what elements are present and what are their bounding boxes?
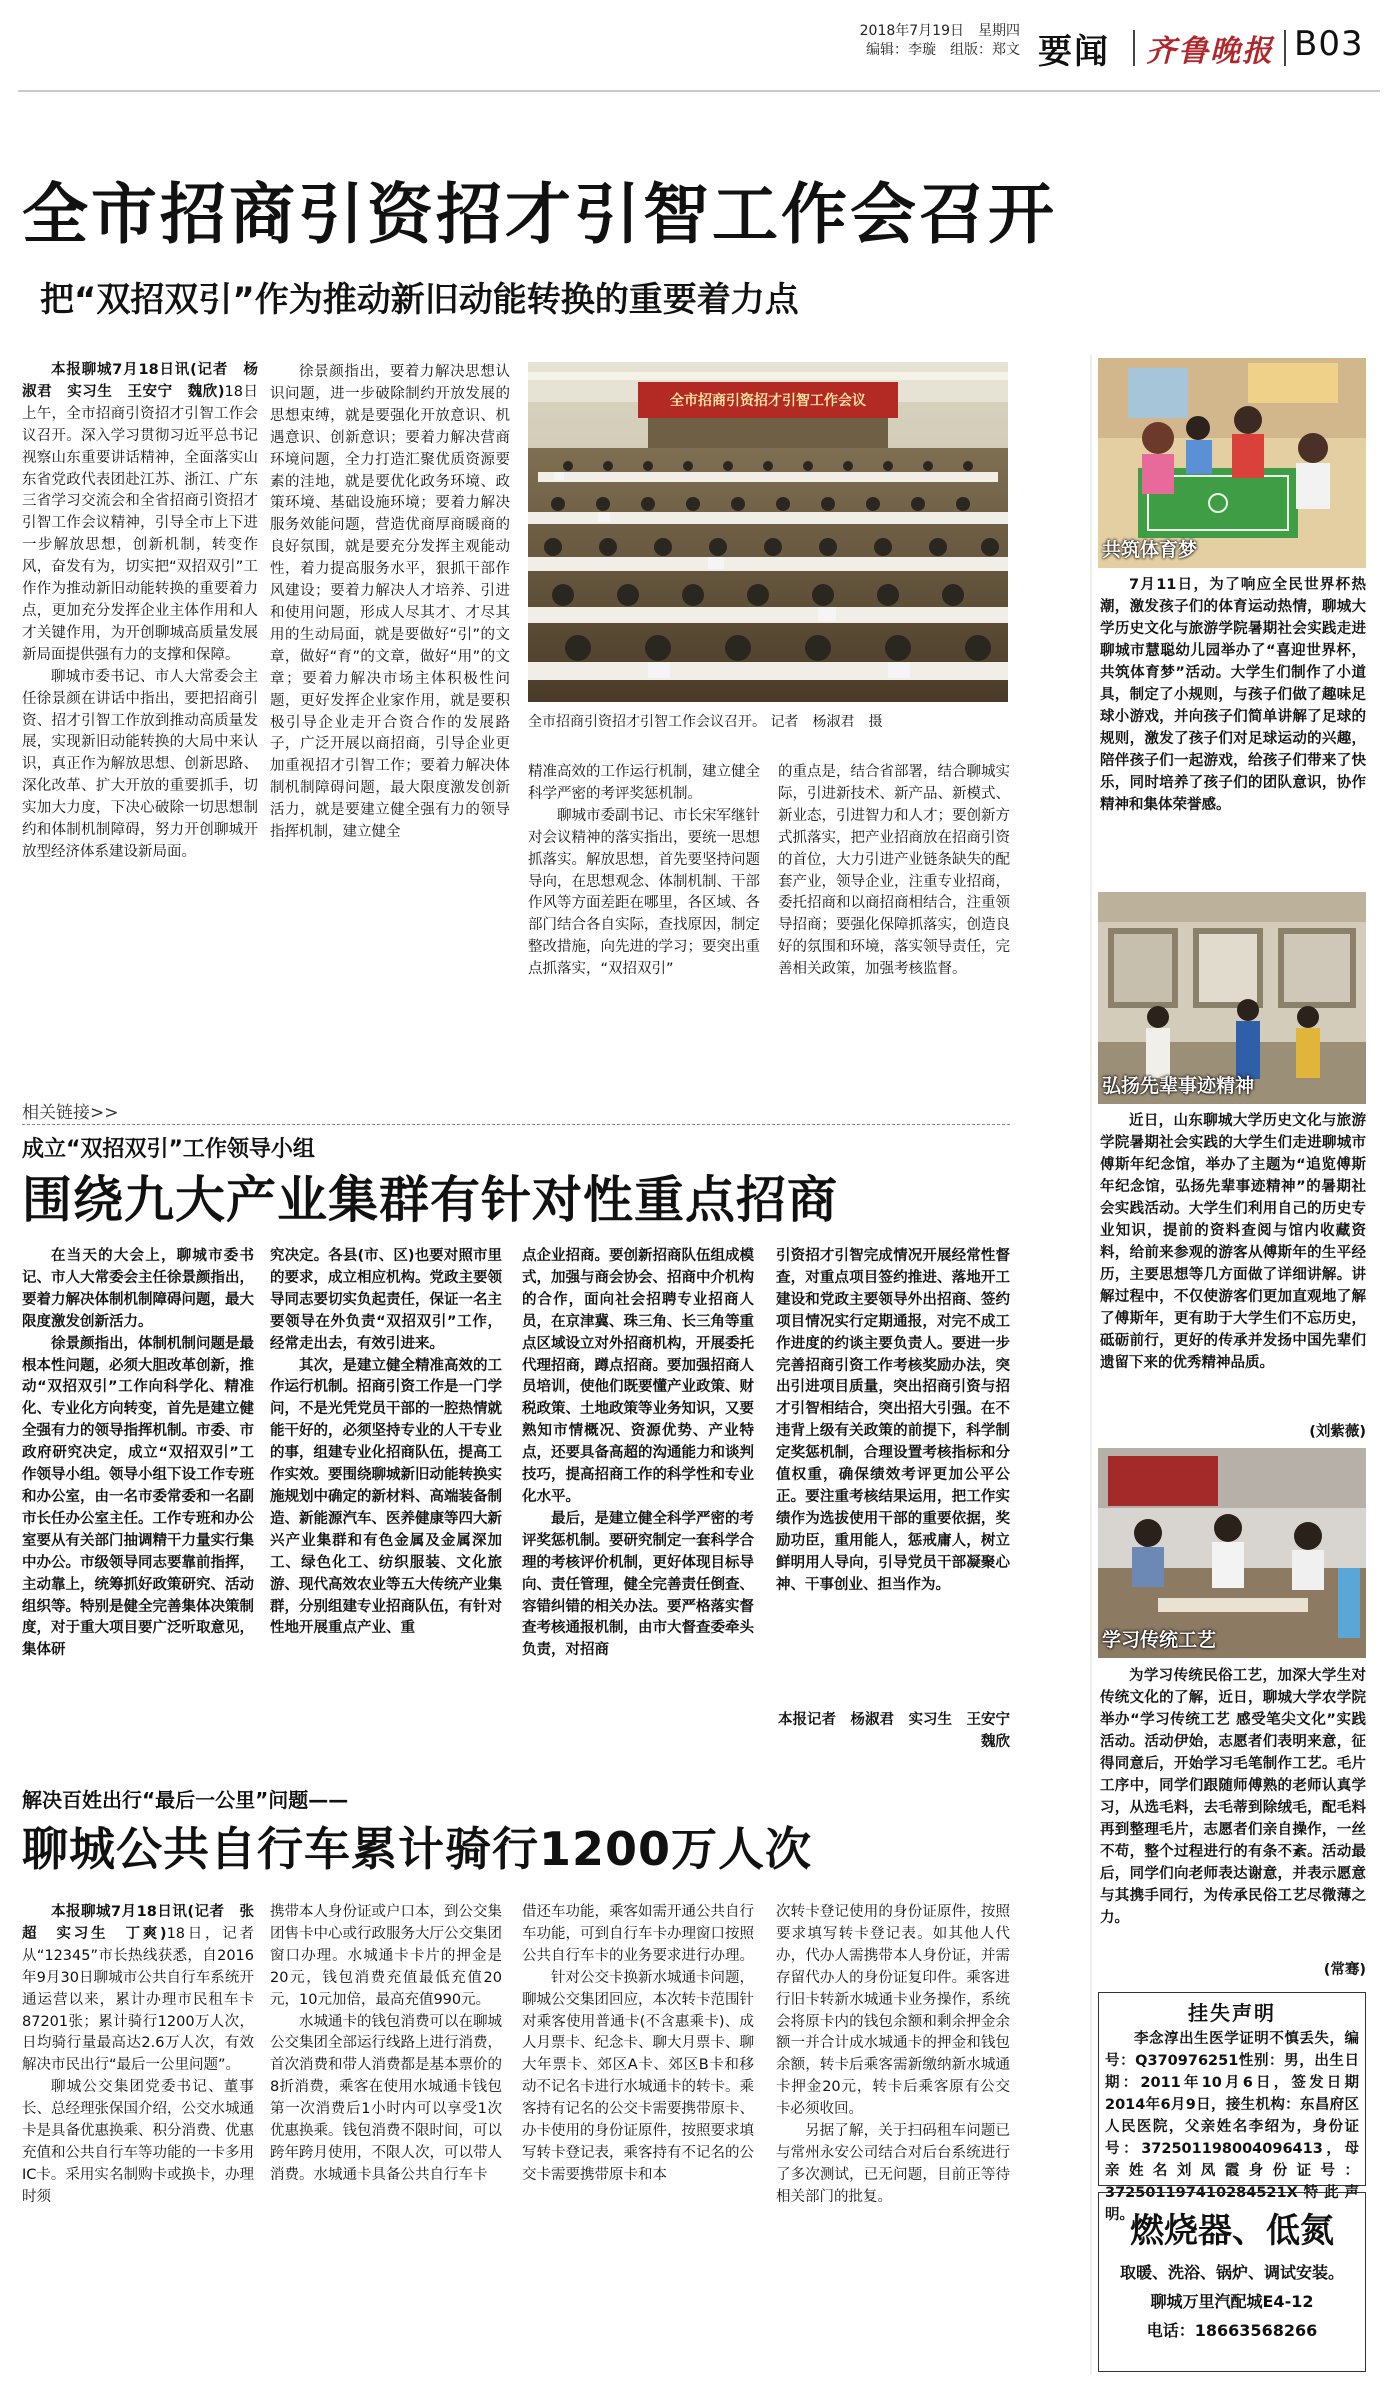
lost-notice-body: 李念淳出生医学证明不慎丢失，编号：Q370976251性别：男，出生日期：2011年10月6日，签发日期2014年6月9日，接生机构：东昌府区人民医院，父亲姓名李绍为，身份证号：372501198004096413，母亲姓名刘凤霞身份证号：372501197410284521X特此声明。 [1105, 2031, 1359, 2223]
sidebar-item-2-text: 近日，山东聊城大学历史文化与旅游学院暑期社会实践的大学生们走进聊城市傅斯年纪念馆，举办了主题为“追览傅斯年纪念馆，弘扬先辈事迹精神”的暑期社会实践活动。大学生们利用自己的历史专业知识，提前的资料查阅与馆内收藏资料，给前来参观的游客从傅斯年的生平经历，主要思想等几方面做了详细讲解。讲解过程中，不仅使游客们更加直观地了解了傅斯年，更有助于大学生们不忘历史，砥砺前行，更好的传承并发扬中国先辈们遗留下来的优秀精神品质。 [1100, 1113, 1366, 1371]
page-number: B03 [1294, 24, 1364, 64]
third-column-3: 借还车功能，乘客如需开通公共自行车功能，可到自行车卡办理窗口按照公共自行车卡的业务要求进行办理。 针对公交卡换新水城通卡问题，聊城公交集团回应，本次转卡范围针对乘客使用普通卡(不含惠乘卡)、成人月票卡、纪念卡、聊大月票卡、聊大年票卡、郊区A卡、郊区B卡和移动不记名卡进行水城通卡的转卡。乘客持有记名的公交卡需要携带原卡、办卡使用的身份证原件，按照要求填写转卡登记表，乘客持有不记名的公交卡需要携带原卡和本 [522, 1904, 754, 2183]
third-column-4: 次转卡登记使用的身份证原件，按照要求填写转卡登记表。如其他人代办，代办人需携带本人身份证，并需存留代办人的身份证复印件。乘客进行旧卡转新水城通卡业务操作，系统会将原卡内的钱包余额和剩余押金余额一并合计成水城通卡的押金和钱包余额，转卡后乘客需新缴纳新水城通卡押金20元，转卡后乘客原有公交卡必须收回。 另据了解，关于扫码租车问题已与常州永安公司结合对后台系统进行了多次测试，已无问题，目前正等待相关部门的批复。 [776, 1904, 1010, 2205]
lead-photo-caption: 全市招商引资招才引智工作会议召开。 记者 杨淑君 摄 [528, 714, 883, 730]
ad-headline: 燃烧器、低氮 [1130, 2211, 1334, 2251]
third-dateline: 本报聊城7月18日讯(记者 张超 实习生 丁爽) [22, 1904, 254, 1942]
sidebar-item-1-text: 7月11日，为了响应全民世界杯热潮，激发孩子们的体育运动热情，聊城大学历史文化与旅游学院暑期社会实践走进聊城市慧聪幼儿园举办了“喜迎世界杯，共筑体育梦”活动。大学生们制作了小道具，制定了小规则，与孩子们做了趣味足球小游戏，并向孩子们简单讲解了足球的规则，激发了孩子们对足球运动的兴趣，陪伴孩子们一起游戏，给孩子们带来了快乐，同时培养了孩子们的团队意识，协作精神和集体荣誉感。 [1100, 577, 1366, 813]
second-story-kicker: 成立“双招双引”工作领导小组 [22, 1137, 315, 1162]
second-column-1: 在当天的大会上，聊城市委书记、市人大常委会主任徐景颜指出，要着力解决体制机制障碍问题，最大限度激发创新活力。 徐景颜指出，体制机制问题是最根本性问题，必须大胆改革创新，推动“双招双引”工作向科学化、精准化、专业化方向转变，首先是建立健全强有力的领导指挥机制。市委、市政府研究决定，成立“双招双引”工作领导小组。领导小组下设工作专班和办公室，由一名市委常委和一名副市长任办公室主任。工作专班和办公室要从有关部门抽调精干力量实行集中办公。市级领导同志要靠前指挥，主动靠上，统筹抓好政策研究、活动组织等。特别是健全完善集体决策制度，对于重大项目要广泛听取意见，集体研 [22, 1248, 254, 1659]
second-story-headline: 围绕九大产业集群有针对性重点招商 [22, 1171, 838, 1229]
header-divider [1284, 30, 1286, 66]
sidebar-item-2-byline: (刘紫薇) [1309, 1424, 1366, 1440]
header-divider [1133, 30, 1135, 66]
sidebar-item-3-text: 为学习传统民俗工艺，加深大学生对传统文化的了解，近日，聊城大学农学院举办“学习传统工艺 感受笔尖文化”实践活动。活动伊始，志愿者们表明来意，征得同意后，开始学习毛笔制作工艺。毛片工序中，同学们跟随师傅熟的老师认真学习，从选毛料，去毛蒂到除绒毛，配毛料再到整理毛片，志愿者们亲自操作，一丝不苟，整个过程进行的有条不紊。活动最后，同学们向老师表达谢意，并表示愿意与其携手同行，为传承民俗工艺尽微薄之力。 [1100, 1668, 1366, 1926]
lead-photo [528, 362, 1008, 702]
sidebar-photo-1-label: 共筑体育梦 [1102, 539, 1198, 561]
second-column-2: 究决定。各县(市、区)也要对照市里的要求，成立相应机构。党政主要领导同志要切实负起责任，保证一名主要领导在外负责“双招双引”工作，经常走出去，有效引进来。 其次，是建立健全精准高效的工作运行机制。招商引资工作是一门学问，不是光凭党员干部的一腔热情就能干好的，必须坚持专业的人干专业的事，组建专业化招商队伍，提高工作实效。要围绕聊城新旧动能转换实施规划中确定的新材料、高端装备制造、新能源汽车、医养健康等四大新兴产业集群和有色金属及金属深加工、绿色化工、纺织服装、文化旅游、现代高效农业等五大传统产业集群，分别组建专业招商队伍，有针对性地开展重点产业、重 [270, 1248, 502, 1637]
header-rule [18, 90, 1380, 92]
header-editor: 编辑：李璇 组版：郑文 [866, 42, 1020, 58]
sidebar-photo-3 [1098, 1448, 1366, 1658]
meeting-hall-image [528, 362, 1008, 702]
stage-banner-text: 全市招商引资招才引智工作会议 [670, 393, 866, 409]
lead-subtitle: 把“双招双引”作为推动新旧动能转换的重要着力点 [40, 280, 799, 320]
lead-column-4: 的重点是，结合省部署，结合聊城实际，引进新技术、新产品、新模式、新业态，引进智力和人才；要创新方式抓落实，把产业招商放在招商引资的首位，大力引进产业链条缺失的配套产业，领导企业，注重专业招商，委托招商和以商招商相结合，注重领导招商；要强化保障抓落实，创造良好的氛围和环境，落实领导责任，完善相关政策，加强考核监督。 [778, 764, 1010, 978]
lead-column-2: 徐景颜指出，要着力解决思想认识问题，进一步破除制约开放发展的思想束缚，就是要强化开放意识、机遇意识、创新意识；要着力解决营商环境问题，全力打造汇聚优质资源要素的洼地，就是要优化政务环境、政策环境、基础设施环境；要着力解决服务效能问题，营造优商厚商暖商的良好氛围，就是要充分发挥主观能动性，着力提高服务水平，狠抓干部作风建设；要着力解决人才培养、引进和使用问题，形成人尽其才、才尽其用的生动局面，就是要做好“引”的文章，做好“育”的文章，做好“用”的文章；要着力解决市场主体积极性问题，更好发挥企业家作用，就是要积极引导企业走开合资合作的发展路子，广泛开展以商招商，引导企业更加重视招才引智工作；要着力解决体制机制障碍问题，最大限度激发创新活力，就是要建立健全强有力的领导指挥机制，建立健全 [270, 364, 510, 841]
sidebar-divider [1090, 355, 1092, 2375]
ad-phone: 电话：18663568266 [1146, 2321, 1318, 2340]
sidebar-photo-2-label: 弘扬先辈事迹精神 [1102, 1075, 1255, 1097]
section-separator [22, 1124, 1010, 1125]
lead-paragraph: 聊城市委书记、市人大常委会主任徐景颜在讲话中指出，要把招商引资、招才引智工作放到推动高质量发展，实现新旧动能转换的大局中来认识，真正作为解放思想、创新思路、深化改革、扩大开放的重要抓手，切实加大力度，下决心破除一切思想制约和体制机制障碍，努力开创聊城开放型经济体系建设新局面。 [22, 668, 258, 860]
ad-services: 取暖、洗浴、锅炉、调试安装。 [1119, 2263, 1344, 2282]
related-link-label[interactable]: 相关链接>> [22, 1103, 119, 1123]
lead-column-1: 本报聊城7月18日讯(记者 杨淑君 实习生 王安宁 魏欣)18日上午，全市招商引资招才引智工作会议召开。深入学习贯彻习近平总书记视察山东重要讲话精神，全面落实山东省党政代表团赴江苏、浙江、广东三省学习交流会和全省招商引资招才引智工作会议精神，引导全市上下进一步解放思想，创新机制，转变作风，奋发有为，切实把“双招双引”工作作为推动新旧动能转换的重要着力点，更加充分发挥企业主体作用和人才关键作用，为开创聊城高质量发展新局面提供强有力的支撑和保障。 聊城市委书记、市人大常委会主任徐景颜在讲话中指出，要把招商引资、招才引智工作放到推动高质量发展，实现新旧动能转换的大局中来认识，真正作为解放思想、创新思路、深化改革、扩大开放的重要抓手，切实加大力度，下决心破除一切思想制约和体制机制障碍，努力开创聊城开放型经济体系建设新局面。 [22, 360, 258, 1060]
sidebar-photo-3-label: 学习传统工艺 [1102, 1629, 1217, 1651]
second-column-4: 引资招才引智完成情况开展经常性督查，对重点项目签约推进、落地开工建设和党政主要领导外出招商、签约项目情况实行定期通报，对完不成工作进度的约谈主要负责人。要进一步完善招商引资工作考核奖励办法，突出引进项目质量，突出招商引资与招才引智相结合，突出招大引强。在不违背上级有关政策的前提下，科学制定奖惩机制，合理设置考核指标和分值权重，确保绩效考评更加公平公正。要注重考核结果运用，把工作实绩作为选拔使用干部的重要依据，奖励功臣，重用能人，惩戒庸人，树立鲜明用人导向，引导党员干部凝聚心神、干事创业、担当作为。 [776, 1248, 1010, 1593]
newspaper-logo: 齐鲁晚报 [1146, 34, 1274, 69]
ad-company: 聊城万里汽配城E4-12 [1150, 2292, 1314, 2311]
header-meta [810, 22, 1020, 60]
second-story-byline: 本报记者 杨淑君 实习生 王安宁 魏欣 [778, 1712, 1025, 1750]
third-column-2: 携带本人身份证或户口本，到公交集团售卡中心或行政服务大厅公交集团窗口办理。水城通卡卡片的押金是20元，钱包消费充值最低充值20元，10元加倍，最高充值990元。 水城通卡的钱包消费可以在聊城公交集团全部运行线路上进行消费，首次消费和带人消费都是基本票价的8折消费，乘客在使用水城通卡钱包第一次消费后1小时内可以享受1次优惠换乘。钱包消费不限时间，可以跨年跨月使用，不限人次，可以带人消费。水城通卡具备公共自行车卡 [270, 1904, 502, 2183]
third-story-headline: 聊城公共自行车累计骑行1200万人次 [22, 1822, 813, 1876]
sidebar-item-3-byline: (常骞) [1323, 1962, 1366, 1978]
lead-column-3: 精准高效的工作运行机制，建立健全科学严密的考评奖惩机制。 聊城市委副书记、市长宋军继针对会议精神的落实指出，要统一思想抓落实。解放思想，首先要坚持问题导向，在思想观念、体制机制、干部作风等方面差距在哪里，各区域、各部门结合各自实际，查找原因，制定整改措施，向先进的学习；要突出重点抓落实，“双招双引” [528, 764, 760, 978]
third-story-kicker: 解决百姓出行“最后一公里”问题—— [22, 1788, 349, 1812]
section-name: 要闻 [1038, 32, 1110, 72]
sidebar-photo-1 [1098, 358, 1366, 568]
lead-headline: 全市招商引资招才引智工作会召开 [22, 176, 1057, 253]
second-column-3: 点企业招商。要创新招商队伍组成模式，加强与商会协会、招商中介机构的合作，面向社会招聘专业招商人员，在京津冀、珠三角、长三角等重点区域设立对外招商机构，开展委托代理招商，蹲点招商。要加强招商人员培训，使他们既要懂产业政策、财税政策、土地政策等业务知识，又要熟知市情概况、资源优势、产业特点，还要具备高超的沟通能力和谈判技巧，提高招商工作的科学性和专业化水平。 最后，是建立健全科学严密的考评奖惩机制。要研究制定一套科学合理的考核评价机制，更好体现目标导向、责任管理，健全完善责任倒查、容错纠错的相关办法。要严格落实督查考核通报机制，由市大督查委牵头负责，对招商 [522, 1248, 754, 1659]
third-column-1: 本报聊城7月18日讯(记者 张超 实习生 丁爽)18日，记者从“12345”市长热线获悉，自2016年9月30日聊城市公共自行车系统开通运营以来，累计办理市民租车卡87201张；累计骑行1200万人次，日均骑行量最高达2.6万人次，有效解决市民出行“最后一公里问题”。 聊城公交集团党委书记、董事长、总经理张保国介绍，公交水城通卡是具备优惠换乘、积分消费、优惠充值和公共自行车等功能的一卡多用IC卡。采用实名制购卡或换卡，办理时须 [22, 1904, 254, 2205]
sidebar-photo-2 [1098, 892, 1366, 1104]
lead-dateline: 本报聊城7月18日讯(记者 杨淑君 实习生 王安宁 魏欣) [22, 362, 258, 400]
lost-notice-title: 挂失声明 [1188, 2001, 1276, 2025]
header-date: 2018年7月19日 星期四 [859, 23, 1020, 39]
classified-ad-box [1098, 2192, 1366, 2372]
lost-notice-box [1098, 1992, 1366, 2223]
